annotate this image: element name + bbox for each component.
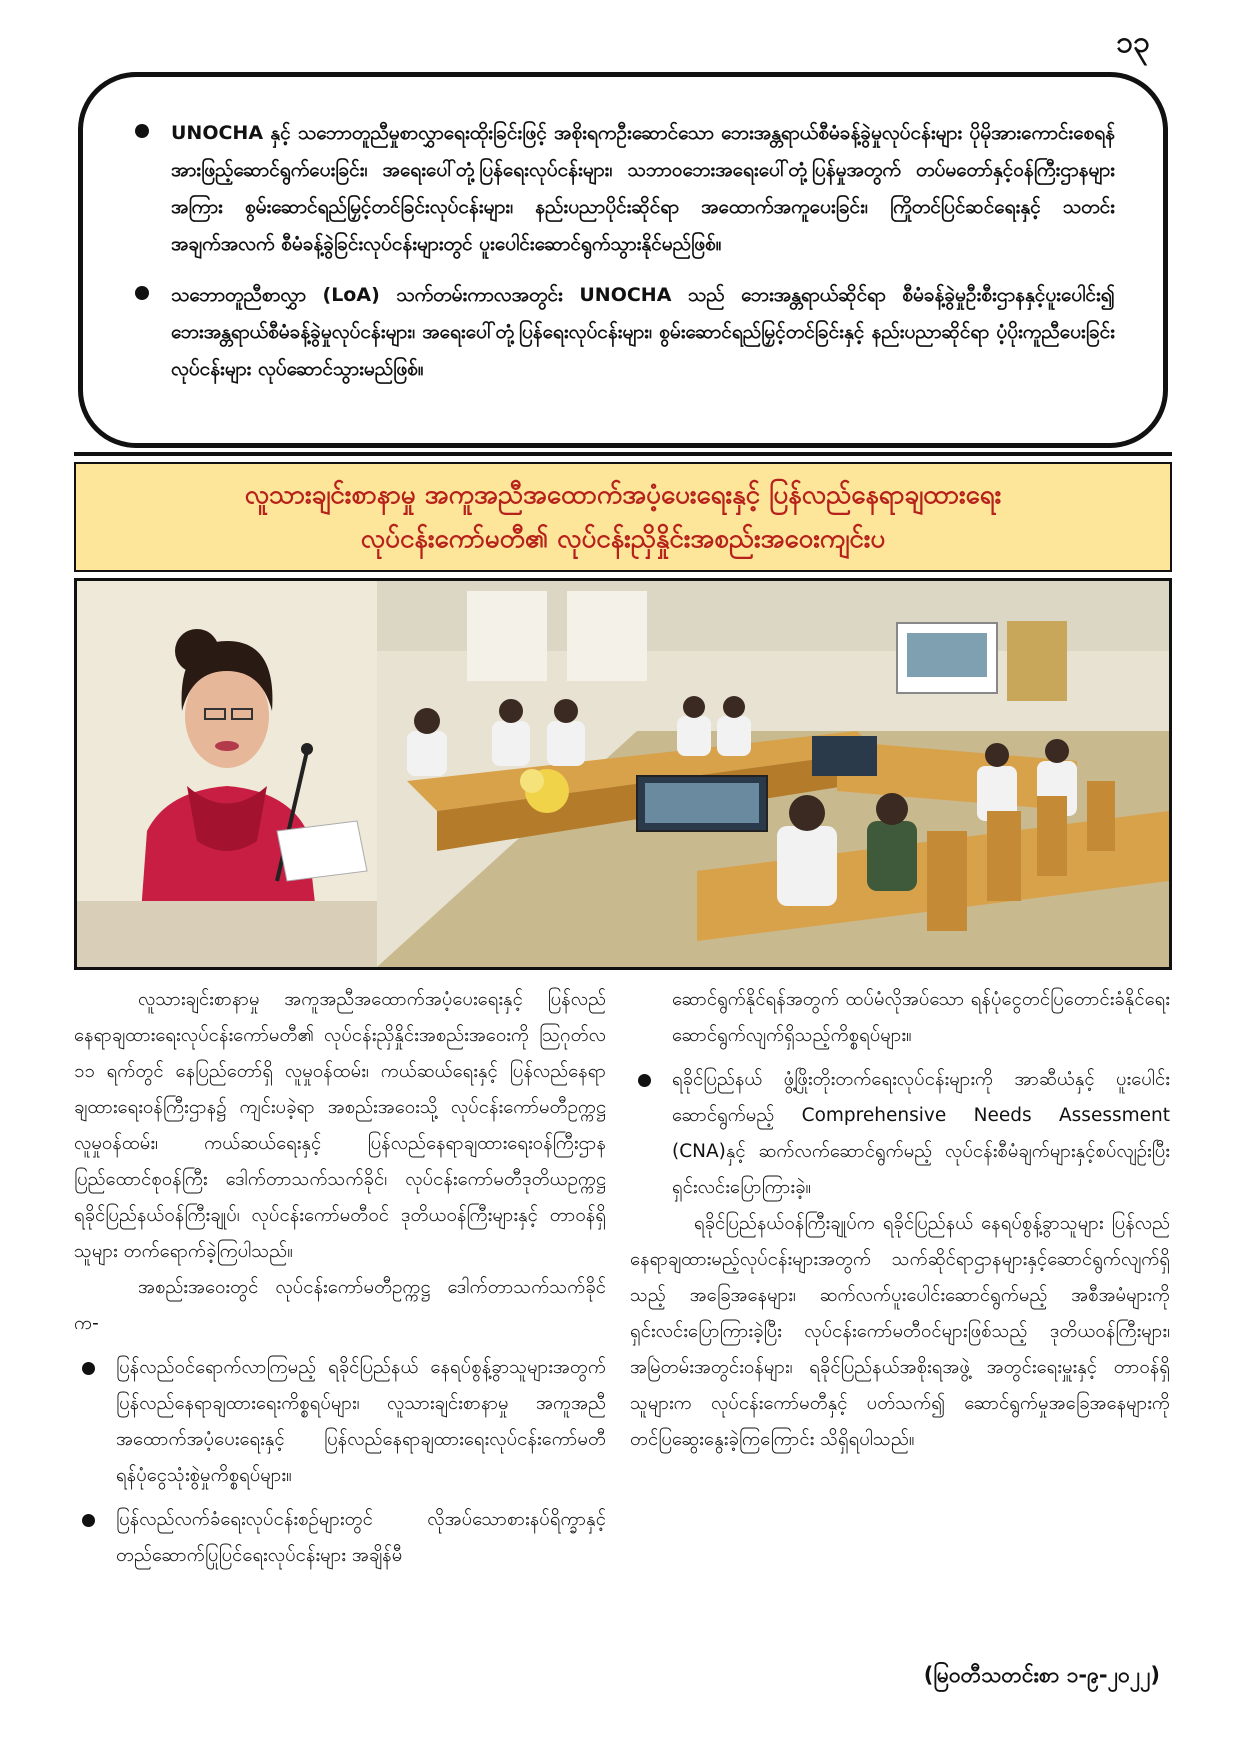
bullet-icon: [82, 1362, 95, 1375]
article-column-left: [74, 982, 606, 1574]
meeting-photo-illustration: [77, 581, 1169, 967]
article-bullet: [630, 1062, 1170, 1206]
info-box: [78, 72, 1168, 448]
article-bullet-text: ပြန်လည်လက်ခံရေးလုပ်ငန်းစဉ်များတွင် လိုအပ်သောစားနပ်ရိက္ခာနှင့် တည်ဆောက်ပြုပြင်ရေးလုပ်ငန်းများ အချိန်မီ: [116, 1509, 606, 1566]
info-bullet: [135, 115, 1115, 263]
article-bullet-continuation: [630, 982, 1170, 1054]
article-bullet-text: ရခိုင်ပြည်နယ် ဖွံ့ဖြိုးတိုးတက်ရေးလုပ်ငန်းများကို အာဆီယံနှင့် ပူးပေါင်းဆောင်ရွက်မည့် Comprehensive Needs Assessment (CNA)နှင့် ဆက်လက်ဆောင်ရွက်မည့် လုပ်ငန်းစီမံချက်များနှင့်စပ်လျဉ်းပြီး ရှင်းလင်းပြောကြားခဲ့။: [672, 1069, 1170, 1198]
section-divider: [74, 452, 1172, 456]
info-bullet-text: UNOCHA နှင့် သဘောတူညီမှုစာလွှာရေးထိုးခြင်းဖြင့် အစိုးရကဦးဆောင်သော ဘေးအန္တရာယ်စီမံခန့်ခွဲမှုလုပ်ငန်းများ ပိုမိုအားကောင်းစေရန် အားဖြည့်ဆောင်ရွက်ပေးခြင်း၊ အရေးပေါ်တုံ့ပြန်ရေးလုပ်ငန်းများ၊ သဘာဝဘေးအရေးပေါ်တုံ့ပြန်မှုအတွက် တပ်မတော်နှင့်ဝန်ကြီးဌာနများအကြား စွမ်းဆောင်ရည်မြှင့်တင်ခြင်းလုပ်ငန်းများ၊ နည်းပညာပိုင်းဆိုင်ရာ အထောက်အကူပေးခြင်း၊ ကြိုတင်ပြင်ဆင်ရေးနှင့် သတင်းအချက်အလက် စီမံခန့်ခွဲခြင်းလုပ်ငန်းများတွင် ပူးပေါင်းဆောင်ရွက်သွားနိုင်မည်ဖြစ်။: [171, 122, 1115, 255]
article-meeting-line: အစည်းအဝေးတွင် လုပ်ငန်းကော်မတီဥက္ကဋ္ဌ ဒေါက်တာသက်သက်ခိုင်က-: [74, 1277, 606, 1334]
article-bullet-text: ပြန်လည်ဝင်ရောက်လာကြမည့် ရခိုင်ပြည်နယ် နေရပ်စွန့်ခွာသူများအတွက် ပြန်လည်နေရာချထားရေးကိစ္စရပ်များ၊ လူသားချင်းစာနာမှု အကူအညီအထောက်အပံ့ပေးရေးနှင့် ပြန်လည်နေရာချထားရေးလုပ်ငန်းကော်မတီ ရန်ပုံငွေသုံးစွဲမှုကိစ္စရပ်များ။: [116, 1357, 606, 1486]
article-bullet: [74, 1502, 606, 1574]
info-bullet-text: သဘောတူညီစာလွှာ (LoA) သက်တမ်းကာလအတွင်း UNOCHA သည် ဘေးအန္တရာယ်ဆိုင်ရာ စီမံခန့်ခွဲမှုဦးစီးဌာနနှင့်ပူးပေါင်း၍ ဘေးအန္တရာယ်စီမံခန့်ခွဲမှုလုပ်ငန်းများ၊ အရေးပေါ်တုံ့ပြန်ရေးလုပ်ငန်းများ၊ စွမ်းဆောင်ရည်မြှင့်တင်ခြင်းနှင့် နည်းပညာဆိုင်ရာ ပံ့ပိုးကူညီပေးခြင်းလုပ်ငန်းများ လုပ်ဆောင်သွားမည်ဖြစ်။: [171, 284, 1115, 380]
headline-line-1: လူသားချင်းစာနာမှု အကူအညီအထောက်အပံ့ပေးရေးနှင့် ပြန်လည်နေရာချထားရေး: [244, 480, 1002, 510]
bullet-icon: [82, 1514, 95, 1527]
article-column-right: [630, 982, 1170, 1458]
page-number: ၁၃: [1116, 25, 1150, 60]
meeting-photo: [74, 578, 1172, 970]
headline-line-2: လုပ်ငန်းကော်မတီ၏ လုပ်ငန်းညှိနှိုင်းအစည်းအဝေးကျင်းပ: [360, 524, 886, 554]
bullet-icon: [638, 1074, 651, 1087]
headline-banner: [74, 462, 1172, 572]
source-citation: (မြဝတီသတင်းစာ ၁-၉-၂၀၂၂): [923, 1663, 1160, 1687]
article-closing: ရခိုင်ပြည်နယ်ဝန်ကြီးချုပ်က ရခိုင်ပြည်နယ် နေရပ်စွန့်ခွာသူများ ပြန်လည်နေရာချထားမည့်လုပ်ငန်းများအတွက် သက်ဆိုင်ရာဌာနများနှင့်ဆောင်ရွက်လျက်ရှိသည့် အခြေအနေများ၊ ဆက်လက်ပူးပေါင်းဆောင်ရွက်မည့် အစီအမံများကို ရှင်းလင်းပြောကြားခဲ့ပြီး လုပ်ငန်းကော်မတီဝင်များဖြစ်သည့် ဒုတိယဝန်ကြီးများ၊ အမြဲတမ်းအတွင်းဝန်များ၊ ရခိုင်ပြည်နယ်အစိုးရအဖွဲ့ အတွင်းရေးမှူးနှင့် တာဝန်ရှိသူများက လုပ်ငန်းကော်မတီနှင့် ပတ်သက်၍ ဆောင်ရွက်မှုအခြေအနေများကို တင်ပြဆွေးနွေးခဲ့ကြကြောင်း သိရှိရပါသည်။: [630, 1213, 1170, 1450]
article-continuation-text: ဆောင်ရွက်နိုင်ရန်အတွက် ထပ်မံလိုအပ်သော ရန်ပုံငွေတင်ပြတောင်းခံနိုင်ရေး ဆောင်ရွက်လျက်ရှိသည့်ကိစ္စရပ်များ။: [672, 989, 1170, 1046]
article-bullet: [74, 1350, 606, 1494]
bullet-icon: [135, 124, 149, 138]
info-bullet: [135, 277, 1115, 388]
bullet-icon: [135, 286, 149, 300]
article-intro: လူသားချင်းစာနာမှု အကူအညီအထောက်အပံ့ပေးရေးနှင့် ပြန်လည်နေရာချထားရေးလုပ်ငန်းကော်မတီ၏ လုပ်ငန်းညှိနှိုင်းအစည်းအဝေးကို ဩဂုတ်လ ၁၁ ရက်တွင် နေပြည်တော်ရှိ လူမှုဝန်ထမ်း၊ ကယ်ဆယ်ရေးနှင့် ပြန်လည်နေရာချထားရေးဝန်ကြီးဌာန၌ ကျင်းပခဲ့ရာ အစည်းအဝေးသို့ လုပ်ငန်းကော်မတီဥက္ကဋ္ဌ လူမှုဝန်ထမ်း၊ ကယ်ဆယ်ရေးနှင့် ပြန်လည်နေရာချထားရေးဝန်ကြီးဌာန ပြည်ထောင်စုဝန်ကြီး ဒေါက်တာသက်သက်ခိုင်၊ လုပ်ငန်းကော်မတီဒုတိယဥက္ကဋ္ဌ ရခိုင်ပြည်နယ်ဝန်ကြီးချုပ်၊ လုပ်ငန်းကော်မတီဝင် ဒုတိယဝန်ကြီးများနှင့် တာဝန်ရှိသူများ တက်ရောက်ခဲ့ကြပါသည်။: [74, 989, 606, 1262]
